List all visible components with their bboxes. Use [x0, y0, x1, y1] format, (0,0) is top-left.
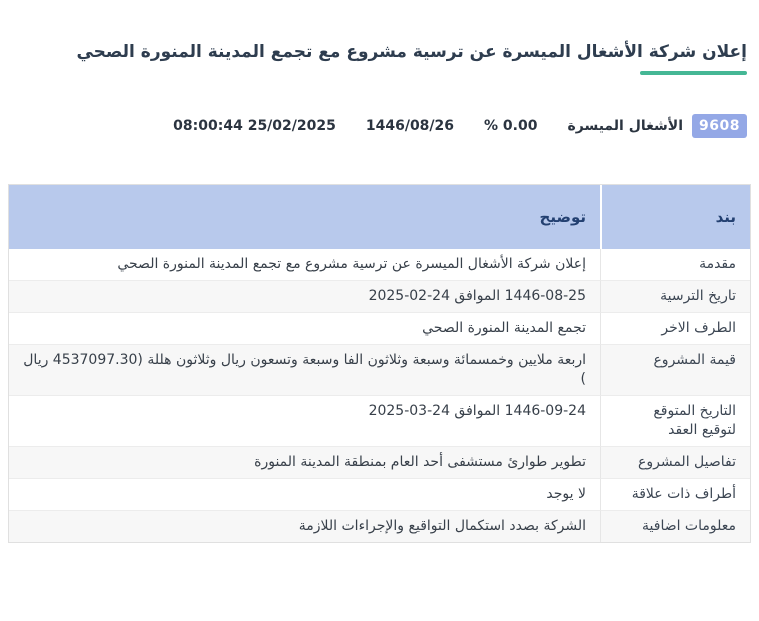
- announcement-meta-bar: [12, 114, 747, 138]
- table-row: [9, 510, 750, 542]
- company-group: [567, 114, 747, 138]
- row-value: اربعة ملايين وخمسمائة وسبعة وثلاثون الفا وسبعة وتسعون ريال وثلاثون هللة (4537097.30 ريال ): [9, 344, 600, 395]
- announcement-datetime: 25/02/2025 08:00:44: [173, 118, 336, 134]
- announcement-details-table: [8, 184, 751, 543]
- row-value: لا يوجد: [9, 478, 600, 510]
- table-row: [9, 249, 750, 280]
- table-row: [9, 478, 750, 510]
- header-item-column: بند: [600, 185, 750, 249]
- stock-symbol-badge[interactable]: 9608: [692, 114, 747, 138]
- company-name: الأشغال الميسرة: [567, 118, 684, 134]
- row-label: تفاصيل المشروع: [600, 446, 750, 478]
- table-header-row: [9, 185, 750, 249]
- table-row: [9, 344, 750, 395]
- row-label: قيمة المشروع: [600, 344, 750, 395]
- row-value: تطوير طوارئ مستشفى أحد العام بمنطقة المدينة المنورة: [9, 446, 600, 478]
- page-title: إعلان شركة الأشغال الميسرة عن ترسية مشروع مع تجمع المدينة المنورة الصحي: [76, 42, 747, 62]
- row-value: الشركة بصدد استكمال التواقيع والإجراءات اللازمة: [9, 510, 600, 542]
- table-row: [9, 446, 750, 478]
- row-value: إعلان شركة الأشغال الميسرة عن ترسية مشروع مع تجمع المدينة المنورة الصحي: [117, 256, 586, 272]
- title-accent-underline: [640, 71, 747, 75]
- table-row: [9, 280, 750, 312]
- row-label: التاريخ المتوقع لتوقيع العقد: [600, 395, 750, 446]
- row-label: مقدمة: [600, 249, 750, 280]
- table-row: [9, 395, 750, 446]
- row-label: أطراف ذات علاقة: [600, 478, 750, 510]
- table-row: [9, 312, 750, 344]
- row-value: 1446-09-24 الموافق 24-03-2025: [9, 395, 600, 446]
- row-value: تجمع المدينة المنورة الصحي: [9, 312, 600, 344]
- hijri-date: 1446/08/26: [365, 118, 455, 134]
- row-value: 1446-08-25 الموافق 24-02-2025: [9, 280, 600, 312]
- header-detail-column: توضيح: [9, 185, 600, 249]
- announcement-page: [0, 41, 759, 621]
- row-label: معلومات اضافية: [600, 510, 750, 542]
- row-label: تاريخ الترسية: [600, 280, 750, 312]
- change-percent: 0.00 %: [484, 118, 538, 134]
- row-label: الطرف الاخر: [600, 312, 750, 344]
